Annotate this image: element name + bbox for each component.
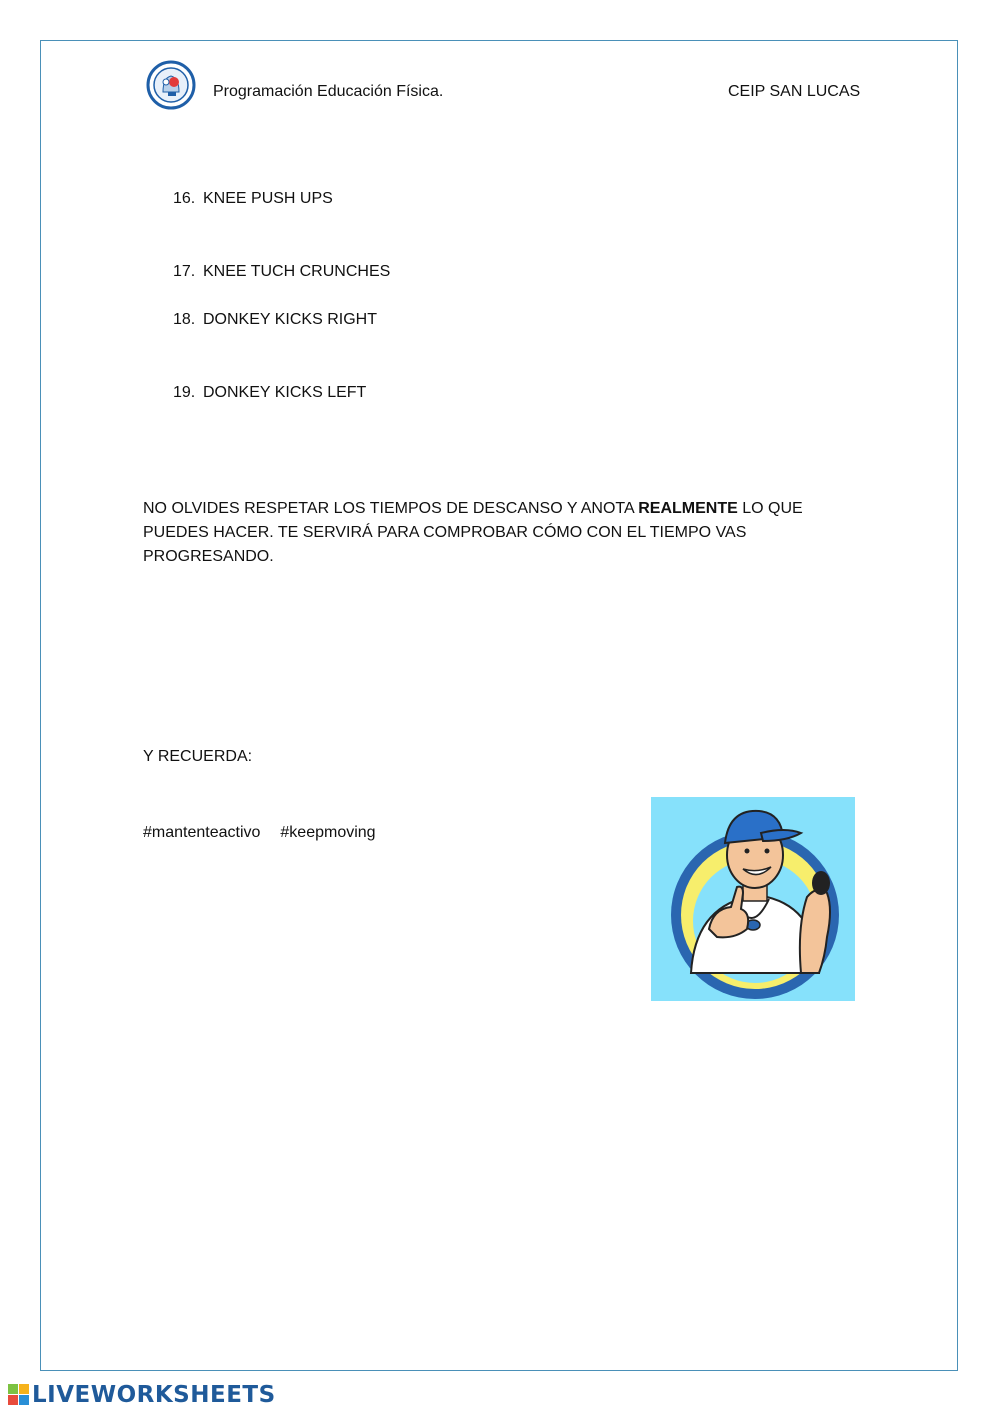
hashtag: #mantenteactivo — [143, 824, 261, 841]
page-border — [40, 40, 958, 1371]
school-seal-icon — [146, 58, 196, 112]
document-title: Programación Educación Física. — [213, 83, 444, 100]
hashtag: #keepmoving — [280, 824, 376, 841]
list-item-label: KNEE PUSH UPS — [203, 190, 333, 207]
coach-with-whistle-icon — [651, 797, 855, 1001]
school-name: CEIP SAN LUCAS — [728, 83, 861, 100]
list-item — [173, 263, 390, 281]
list-item-number: 18. — [173, 311, 196, 328]
remember-label: Y RECUERDA: — [143, 748, 253, 765]
rest-reminder-paragraph — [143, 497, 863, 569]
list-item-number: 17. — [173, 263, 196, 280]
note-text-start: NO OLVIDES RESPETAR LOS TIEMPOS DE DESCANSO Y ANOTA — [143, 500, 639, 517]
list-item-label: DONKEY KICKS LEFT — [203, 384, 367, 401]
hashtags — [143, 824, 376, 842]
liveworksheets-blocks-icon — [8, 1384, 30, 1406]
list-item-label: KNEE TUCH CRUNCHES — [203, 263, 391, 280]
note-text-end: LO QUE PUEDES HACER. TE SERVIRÁ PARA COMPROBAR CÓMO CON EL TIEMPO VAS PROGRESANDO. — [143, 500, 803, 565]
brand-logo — [8, 1381, 276, 1409]
list-item-number: 19. — [173, 384, 196, 401]
note-emphasis: REALMENTE — [638, 500, 738, 517]
list-item — [173, 190, 333, 208]
brand-name: LIVEWORKSHEETS — [32, 1382, 276, 1408]
list-item — [173, 311, 377, 329]
list-item — [173, 384, 366, 402]
list-item-label: DONKEY KICKS RIGHT — [203, 311, 377, 328]
list-item-number: 16. — [173, 190, 196, 207]
